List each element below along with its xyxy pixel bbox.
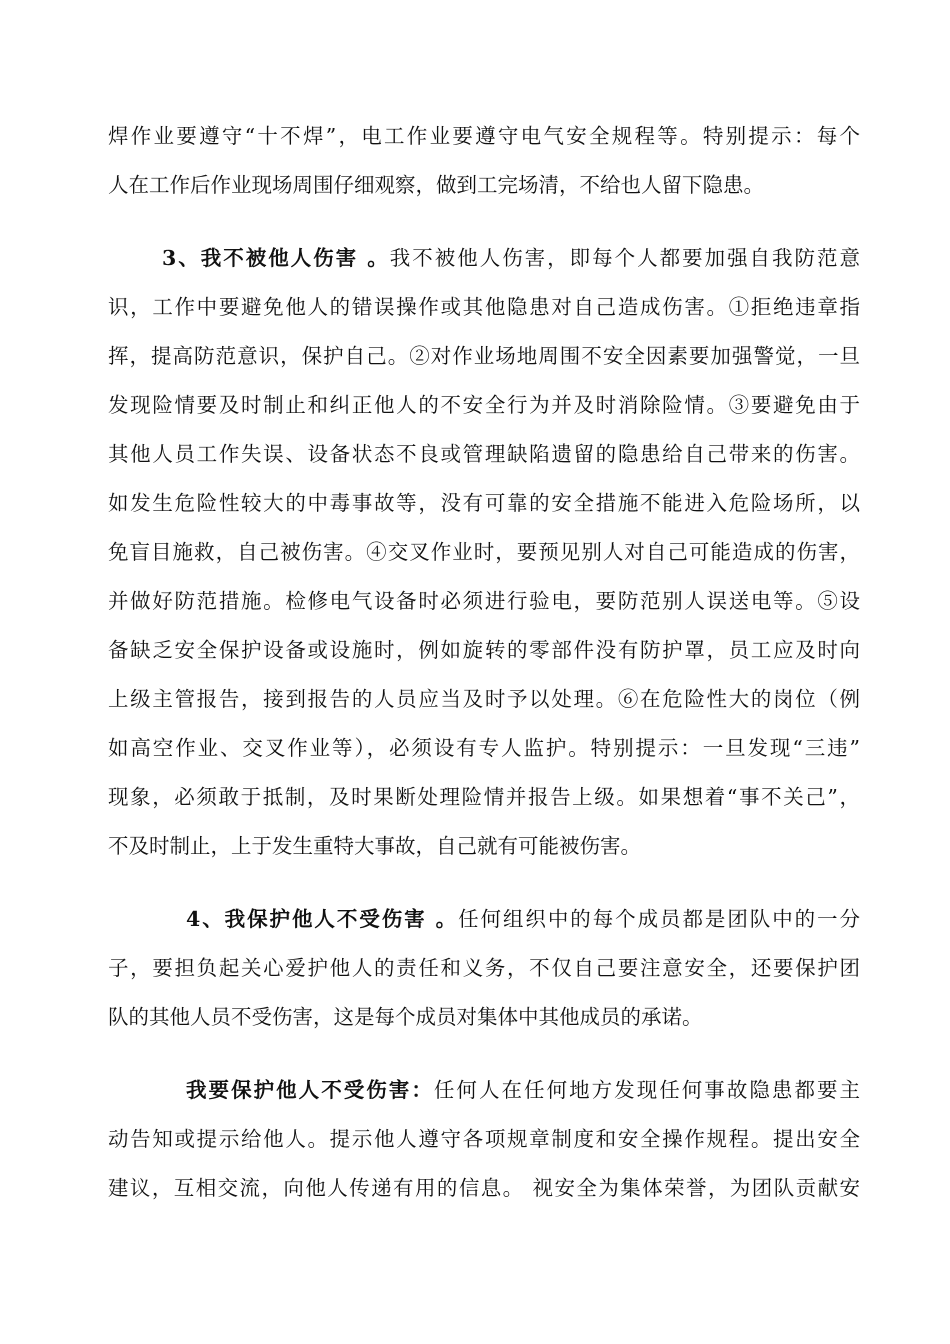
p3-line-1-text: 任何组织中的每个成员都是团队中的一分 [458,907,860,931]
p2-line-1 [162,238,860,278]
p2-line-7: 免盲目施救，自己被伤害。④交叉作业时，要预见别人对自己可能造成的伤害， [108,540,860,564]
p4-line-3: 建议，互相交流，向他人传递有用的信息。 视安全为集体荣誉，为团队贡献安 [108,1176,860,1200]
p3-line-1 [186,899,860,939]
p2-line-10: 上级主管报告，接到报告的人员应当及时予以处理。⑥在危险性大的岗位（例 [108,687,860,711]
p2-line-11: 如高空作业、交叉作业等），必须设有专人监护。特别提示：一旦发现“三违” [108,736,860,760]
p4-line-1 [186,1070,860,1110]
p1-line-1: 焊作业要遵守“十不焊”，电工作业要遵守电气安全规程等。特别提示：每个 [108,124,860,148]
p1-line-2: 人在工作后作业现场周围仔细观察，做到工完场清，不给也人留下隐患。 [108,173,764,197]
p4-line-2: 动告知或提示给他人。提示他人遵守各项规章制度和安全操作规程。提出安全 [108,1127,860,1151]
p3-line-2: 子，要担负起关心爱护他人的责任和义务，不仅自己要注意安全，还要保护团 [108,956,860,980]
p2-line-5: 其他人员工作失误、设备状态不良或管理缺陷遗留的隐患给自己带来的伤害。 [108,442,860,466]
p4-heading: 我要保护他人不受伤害： [186,1078,434,1102]
p2-line-2: 识，工作中要避免他人的错误操作或其他隐患对自己造成伤害。①拒绝违章指 [108,295,860,319]
p2-line-3: 挥，提高防范意识，保护自己。②对作业场地周围不安全因素要加强警觉，一旦 [108,344,860,368]
p2-line-1-text: 我不被他人伤害，即每个人都要加强自我防范意 [389,246,860,270]
p2-line-4: 发现险情要及时制止和纠正他人的不安全行为并及时消除险情。③要避免由于 [108,393,860,417]
p2-line-13: 不及时制止，上于发生重特大事故，自己就有可能被伤害。 [108,834,641,858]
p2-line-8: 并做好防范措施。检修电气设备时必须进行验电，要防范别人误送电等。⑤设 [108,589,860,613]
p4-line-1-text: 任何人在任何地方发现任何事故隐患都要主 [433,1078,860,1102]
p2-line-6: 如发生危险性较大的中毒事故等，没有可靠的安全措施不能进入危险场所，以 [108,491,860,515]
p2-line-9: 备缺乏安全保护设备或设施时，例如旋转的零部件没有防护罩，员工应及时向 [108,638,860,662]
p2-heading: 3、我不被他人伤害 。 [162,246,390,270]
p2-line-12: 现象，必须敢于抵制，及时果断处理险情并报告上级。如果想着“事不关己”， [108,785,860,809]
p3-line-3: 队的其他人员不受伤害，这是每个成员对集体中其他成员的承诺。 [108,1005,703,1029]
p3-heading: 4、我保护他人不受伤害 。 [186,907,459,931]
